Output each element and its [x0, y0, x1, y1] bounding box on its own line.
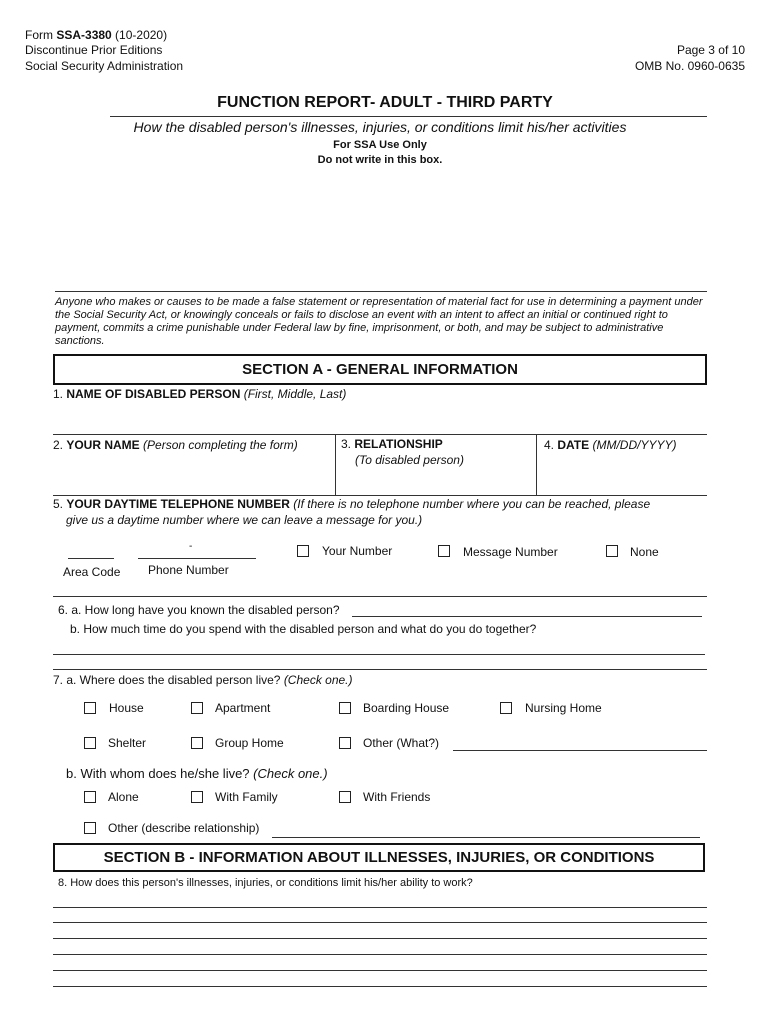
other-what-label: Other (What?) [363, 736, 440, 750]
q8-answer-line3[interactable] [53, 938, 707, 939]
q3-relationship-field[interactable] [340, 470, 532, 492]
area-code-label: Area Code [63, 565, 121, 579]
agency-name: Social Security Administration [25, 59, 184, 73]
q5-rule [53, 596, 707, 597]
other-relationship-label: Other (describe relationship) [108, 821, 260, 835]
ssa-use-line1: For SSA Use Only [333, 139, 427, 151]
alone-label: Alone [108, 790, 139, 804]
q6b-answer-line2[interactable] [53, 669, 707, 670]
ssa-use-box [0, 138, 760, 168]
q6b-label: b. How much time do you spend with the disabled person and what do you do together? [70, 622, 537, 636]
shelter-label: Shelter [108, 736, 147, 750]
q5-hint: give us a daytime number where we can leave a message for you.) [66, 513, 423, 527]
section-b-header: SECTION B - INFORMATION ABOUT ILLNESSES, INJURIES, OR CONDITIONS [53, 843, 705, 872]
discontinue-note: Discontinue Prior Editions [25, 43, 163, 57]
nursing-home-checkbox[interactable] [500, 702, 512, 714]
q6a-label: 6. a. How long have you known the disabled person? [58, 603, 340, 617]
q6a-answer-field[interactable] [352, 616, 702, 617]
alone-checkbox[interactable] [84, 791, 96, 803]
house-checkbox[interactable] [84, 702, 96, 714]
q7a-label: 7. a. Where does the disabled person live? (Check one.) [53, 673, 353, 687]
q1-rule [53, 434, 707, 435]
other-relationship-checkbox[interactable] [84, 822, 96, 834]
with-friends-label: With Friends [363, 790, 431, 804]
q5-label: 5. YOUR DAYTIME TELEPHONE NUMBER (If there is no telephone number where you can be reached, please [53, 497, 651, 511]
page-subtitle: How the disabled person's illnesses, injuries, or conditions limit his/her activities [133, 119, 627, 135]
boarding-house-checkbox[interactable] [339, 702, 351, 714]
q8-answer-line1[interactable] [53, 907, 707, 908]
none-checkbox[interactable] [606, 545, 618, 557]
q2-label: 2. YOUR NAME (Person completing the form) [53, 438, 298, 452]
shelter-checkbox[interactable] [84, 737, 96, 749]
apartment-label: Apartment [215, 701, 271, 715]
with-friends-checkbox[interactable] [339, 791, 351, 803]
q2-divider [335, 434, 336, 495]
form-id: Form SSA-3380 (10-2020) [25, 28, 168, 42]
omb-number: OMB No. 0960-0635 [634, 59, 745, 73]
page-number: Page 3 of 10 [676, 43, 745, 57]
q6b-answer-line1[interactable] [53, 654, 705, 655]
q3-divider [536, 434, 537, 495]
other-what-field[interactable] [453, 750, 707, 751]
q8-answer-line2[interactable] [53, 922, 707, 923]
phone-number-field[interactable] [138, 558, 256, 559]
phone-dash: - [189, 541, 193, 552]
section-a-header: SECTION A - GENERAL INFORMATION [53, 354, 707, 385]
boarding-house-label: Boarding House [363, 701, 450, 715]
your-number-checkbox[interactable] [297, 545, 309, 557]
q1-name-field[interactable] [60, 402, 700, 432]
message-number-checkbox[interactable] [438, 545, 450, 557]
false-statement-warning: Anyone who makes or causes to be made a false statement or representation of material fact for use in determining a payment under the Social Security Act, or knowingly conceals or fails to disclose an event with an intent to affect an initial or continued right to payment, commits a crime punishable under Federal law by fine, imprisonment, or both, and may be subject to administrative sanctions. [55, 296, 703, 347]
other-relationship-field[interactable] [272, 837, 700, 838]
q4-date-field[interactable] [542, 456, 702, 492]
q4-label: 4. DATE (MM/DD/YYYY) [544, 438, 677, 452]
warning-rule [55, 291, 707, 292]
nursing-home-label: Nursing Home [525, 701, 602, 715]
q3-label: 3. RELATIONSHIP [341, 437, 443, 451]
apartment-checkbox[interactable] [191, 702, 203, 714]
q8-answer-line6[interactable] [53, 986, 707, 987]
q8-answer-line4[interactable] [53, 954, 707, 955]
group-home-checkbox[interactable] [191, 737, 203, 749]
q2-rule [53, 495, 707, 496]
q8-label: 8. How does this person's illnesses, injuries, or conditions limit his/her ability to work? [58, 877, 473, 889]
area-code-field[interactable] [68, 558, 114, 559]
house-label: House [109, 701, 144, 715]
ssa-use-line2: Do not write in this box. [317, 154, 443, 166]
message-number-label: Message Number [463, 545, 558, 559]
q3-hint: (To disabled person) [355, 453, 464, 467]
group-home-label: Group Home [215, 736, 284, 750]
other-what-checkbox[interactable] [339, 737, 351, 749]
title-rule [110, 116, 707, 117]
q2-your-name-field[interactable] [58, 456, 330, 492]
q8-answer-line5[interactable] [53, 970, 707, 971]
q1-label: 1. NAME OF DISABLED PERSON (First, Middle, Last) [53, 387, 347, 401]
q7b-label: b. With whom does he/she live? (Check one.) [66, 766, 328, 781]
with-family-label: With Family [215, 790, 278, 804]
with-family-checkbox[interactable] [191, 791, 203, 803]
your-number-label: Your Number [322, 544, 393, 558]
page-title: FUNCTION REPORT- ADULT - THIRD PARTY [217, 94, 553, 111]
phone-number-label: Phone Number [148, 563, 229, 577]
none-label: None [630, 545, 659, 559]
